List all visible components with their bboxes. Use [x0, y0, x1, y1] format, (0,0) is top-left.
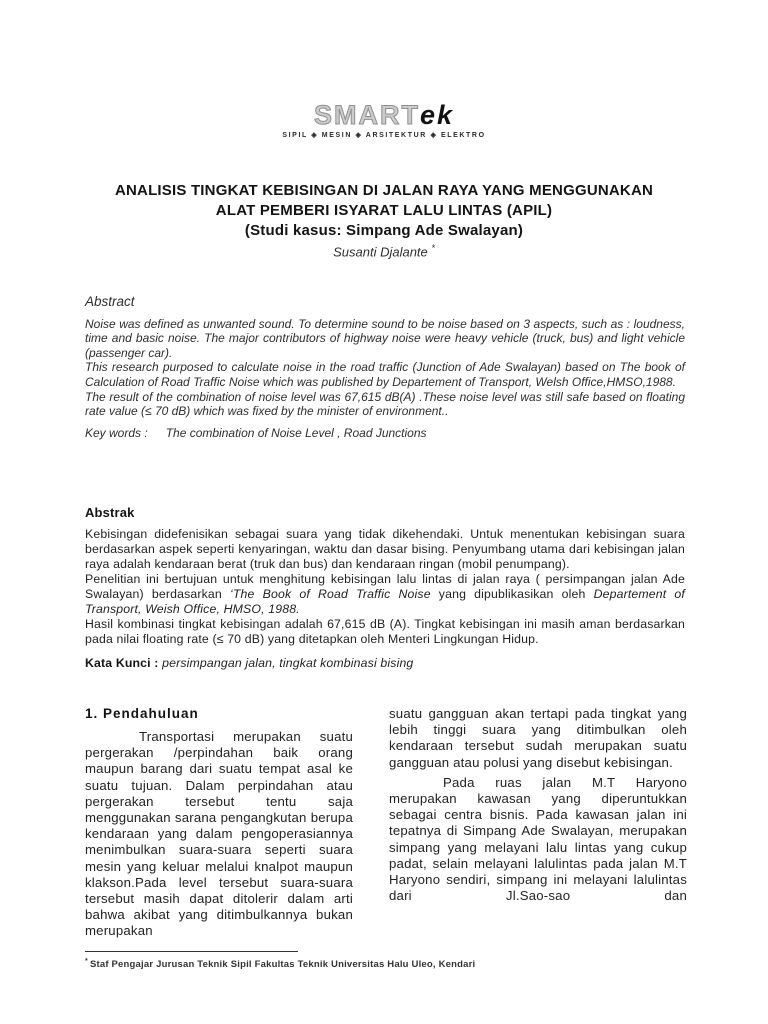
section-1-heading: 1. Pendahuluan: [85, 706, 199, 721]
paper-title-line3: (Studi kasus: Simpang Ade Swalayan): [244, 222, 524, 239]
kata-kunci-text: persimpangan jalan, tingkat kombinasi bising: [158, 656, 414, 670]
footnote-mark: *: [85, 958, 88, 965]
right-column: [389, 706, 687, 940]
footnote-text: Staf Pengajar Jurusan Teknik Sipil Fakultas Teknik Universitas Halu Uleo, Kendari: [89, 959, 476, 971]
abstrak-heading: Abstrak: [85, 505, 135, 520]
abstract-section: [85, 295, 685, 440]
abstrak-section: [85, 505, 685, 671]
author-footnote-mark: *: [431, 243, 435, 253]
author-line: [0, 243, 768, 259]
abstrak-p2-book-title: ‘The Book of Road Traffic Noise: [229, 587, 431, 601]
footnote-divider: [85, 951, 298, 952]
keywords-label: Key words :: [85, 425, 148, 440]
section-1-paragraph-right-continuation: suatu gangguan akan tertapi pada tingkat yang lebih tinggi suara yang ditimbulkan oleh kendaraan tersebut sudah merupakan suatu gangguan atau polusi yang disebut kebisingan.: [389, 706, 687, 770]
kata-kunci-label: Kata Kunci :: [85, 656, 159, 670]
left-column: [85, 706, 353, 940]
abstrak-p2-mid: yang dipublikasikan oleh: [430, 587, 594, 601]
author-name: Susanti Djalante: [333, 244, 428, 260]
abstrak-p2-publisher: Departement of Transport, Weish Office, HMSO, 1988.: [85, 587, 685, 616]
logo-ek-text: ek: [419, 100, 455, 130]
keywords-text: The combination of Noise Level , Road Junctions: [165, 425, 427, 440]
journal-logo: [0, 100, 768, 139]
abstract-paragraph-2: This research purposed to calculate noise in the road traffic (Junction of Ade Swalayan) based on The book of Calculation of Road Traffic Noise which was published by Departement of Transport, Welsh Office,HMSO,1988.: [85, 360, 685, 389]
paper-title-line1: ANALISIS TINGKAT KEBISINGAN DI JALAN RAYA YANG MENGGUNAKAN: [114, 182, 654, 199]
section-1-paragraph-right-2: Pada ruas jalan M.T Haryono merupakan kawasan yang diperuntukkan sebagai centra bisnis. Pada kawasan jalan ini tepatnya di Simpang Ade Swalayan, merupakan simpang yang melayani lalu lintas yang cukup padat, selain melayani lalulintas pada jalan M.T Haryono sendiri, simpang ini melayani lalulintas dari Jl.Sao-sao dan: [389, 774, 687, 904]
paper-title: [84, 181, 684, 241]
abstrak-p2-pre: Penelitian ini bertujuan untuk menghitung kebisingan lalu lintas di jalan raya ( persimpangan jalan Ade Swalayan) berdasarkan: [85, 572, 685, 601]
abstract-paragraph-3: The result of the combination of noise level was 67,615 dB(A) .These noise level was still safe based on floating rate value (≤ 70 dB) which was fixed by the minister of environment..: [85, 389, 685, 419]
logo-subtitle: SIPIL ◈ MESIN ◈ ARSITEKTUR ◈ ELEKTRO: [282, 132, 486, 139]
footnote-line: [85, 958, 685, 970]
abstrak-paragraph-2: [85, 572, 685, 617]
keywords-line: [85, 426, 685, 441]
kata-kunci-line: [85, 656, 685, 671]
logo-wordmark: [0, 100, 768, 130]
abstrak-paragraph-3: Hasil kombinasi tingkat kebisingan adalah 67,615 dB (A). Tingkat kebisingan ini masih aman berdasarkan pada nilai floating rate (≤ 70 dB) yang ditetapkan oleh Menteri Lingkungan Hidup.: [85, 617, 685, 646]
abstract-heading: Abstract: [85, 294, 135, 309]
section-1-paragraph-left: Transportasi merupakan suatu pergerakan /perpindahan baik orang maupun barang dari suatu tempat asal ke suatu tujuan. Dalam perpindahan atau pergerakan tersebut tentu saja menggunakan sarana pengangkutan berupa kendaraan yang dalam pengoperasiannya menimbulkan suara-suara seperti suara mesin yang keluar melalui knalpot maupun klakson.Pada level tersebut suara-suara tersebut masih dapat ditolerir dalam arti bahwa akibat yang ditimbulkannya bukan merupakan: [85, 729, 353, 939]
body-columns: [85, 706, 687, 940]
abstract-paragraph-1: Noise was defined as unwanted sound. To determine sound to be noise based on 3 aspects, such as : loudness, time and basic noise. The major contributors of highway noise were heavy vehicle (truck, bus) and light vehicle (passenger car).: [85, 316, 685, 360]
logo-smart-text: SMART: [313, 100, 420, 130]
abstrak-paragraph-1: Kebisingan didefenisikan sebagai suara yang tidak dikehendaki. Untuk menentukan kebisingan suara berdasarkan aspek seperti kenyaringan, waktu dan dasar bising. Penyumbang utama dari kebisingan jalan raya adalah kendaraan berat (truk dan bus) dan kendaraan ringan (mobil penumpang).: [85, 527, 685, 571]
paper-title-line2: ALAT PEMBERI ISYARAT LALU LINTAS (APIL): [215, 202, 553, 219]
